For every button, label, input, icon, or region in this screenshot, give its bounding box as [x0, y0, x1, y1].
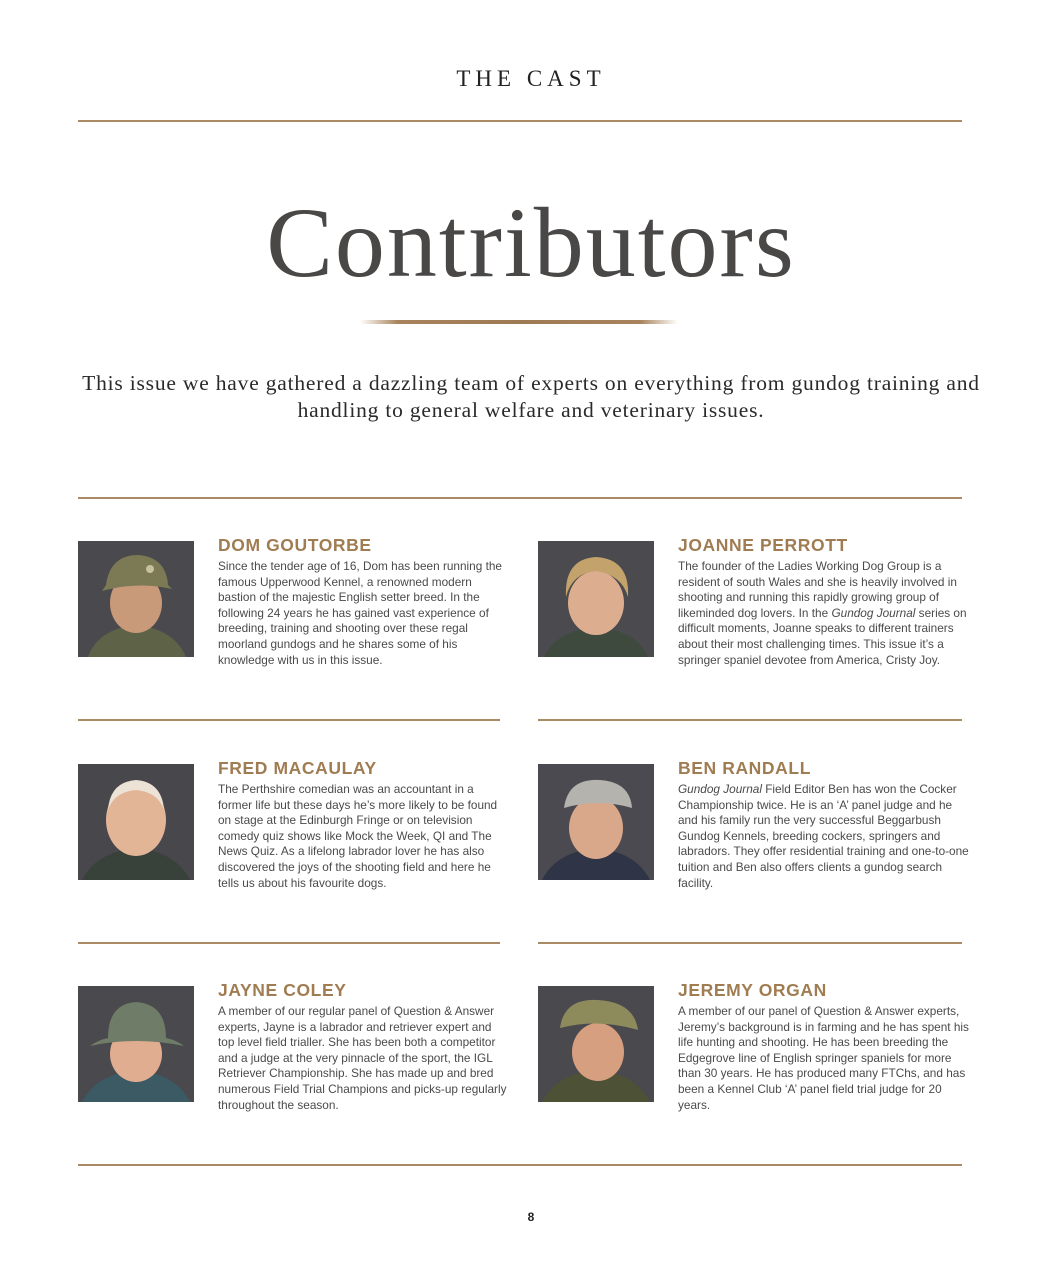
- page-title: Contributors: [266, 187, 796, 298]
- bottom-rule: [78, 1164, 962, 1166]
- portrait-woman-hat-icon: [78, 986, 194, 1102]
- row-rule: [538, 719, 962, 721]
- portrait-woman-icon: [538, 541, 654, 657]
- contributor-bio: Gundog Journal Field Editor Ben has won the Cocker Championship twice. He is an ‘A’ panel judge and he and his family run the very successful Beggarbush Gundog Kennels, breeding cockers, springers and labradors. They offer residential training and one-to-one tuition and Ben also offers clients a gundog search facility.: [678, 782, 969, 890]
- section-kicker: THE CAST: [456, 66, 606, 91]
- contributor-name: FRED MACAULAY: [218, 758, 377, 778]
- contributor-name: JOANNE PERROTT: [678, 535, 848, 555]
- contributor-bio: Since the tender age of 16, Dom has been running the famous Upperwood Kennel, a renowned modern bastion of the majestic English setter breed. In the following 24 years he has gained vast experience of breeding, training and shooting over these regal moorland gundogs and he shares some of his knowledge with us in this issue.: [218, 559, 502, 667]
- contributor-photo: [78, 541, 194, 657]
- page-number: 8: [527, 1210, 535, 1224]
- contributor-bio: The Perthshire comedian was an accountant in a former life but these days he’s more likely to be found on stage at the Edinburgh Fringe or on television comedy quiz shows like Mock the Week, QI and The News Quiz. As a lifelong labrador lover he has also discovered the joys of the shooting field and here he tells us about his favourite dogs.: [218, 782, 498, 890]
- portrait-man-bald-icon: [78, 764, 194, 880]
- contributor-photo: [538, 541, 654, 657]
- contributor-name: JAYNE COLEY: [218, 980, 347, 1000]
- contributor-name: DOM GOUTORBE: [218, 535, 372, 555]
- row-rule: [78, 719, 500, 721]
- contributor-photo: [538, 764, 654, 880]
- top-rule: [78, 120, 962, 122]
- contributor-name: JEREMY ORGAN: [678, 980, 827, 1000]
- contributor-card: [78, 980, 507, 1130]
- contributor-bio: A member of our regular panel of Question & Answer experts, Jayne is a labrador and retriever expert and top level field trialler. She has been both a competitor and a judge at the very pinnacle of the sport, the IGL Retriever Championship. She has made up and bred numerous Field Trial Champions and picks-up regularly throughout the season.: [218, 1004, 507, 1112]
- contributor-bio: A member of our panel of Question & Answer experts, Jeremy’s background is in farming and he has spent his life hunting and shooting. He has been breeding the Edgegrove line of English springer spaniels for more than 30 years. He has produced many FTChs, and has been a Kennel Club ‘A’ panel field trial judge for 20 years.: [678, 1004, 969, 1112]
- contributor-card: [78, 758, 502, 908]
- portrait-man-flatcap-icon: [538, 764, 654, 880]
- portrait-man-cap-icon: [78, 541, 194, 657]
- contributor-card: [538, 758, 969, 908]
- contributor-photo: [538, 986, 654, 1102]
- contributor-photo: [78, 986, 194, 1102]
- contributor-bio: The founder of the Ladies Working Dog Group is a resident of south Wales and she is heavily involved in shooting and running this rapidly growing group of likeminded dog lovers. In the Gundog Journal series on difficult moments, Joanne speaks to different trainers about their most challenging times. This issue it’s a springer spaniel devotee from America, Cristy Joy.: [678, 559, 967, 667]
- row-rule: [538, 942, 962, 944]
- contributor-photo: [78, 764, 194, 880]
- row-rule: [78, 942, 500, 944]
- contributor-card: [538, 980, 969, 1130]
- contributor-name: BEN RANDALL: [678, 758, 811, 778]
- contributor-card: [78, 535, 502, 685]
- contributor-card: [538, 535, 967, 685]
- portrait-man-tweedcap-icon: [538, 986, 654, 1102]
- intro-text: This issue we have gathered a dazzling team of experts on everything from gundog training and handling to general welfare and veterinary issues.: [82, 371, 980, 422]
- section-rule: [78, 497, 962, 499]
- title-underline: [360, 320, 678, 324]
